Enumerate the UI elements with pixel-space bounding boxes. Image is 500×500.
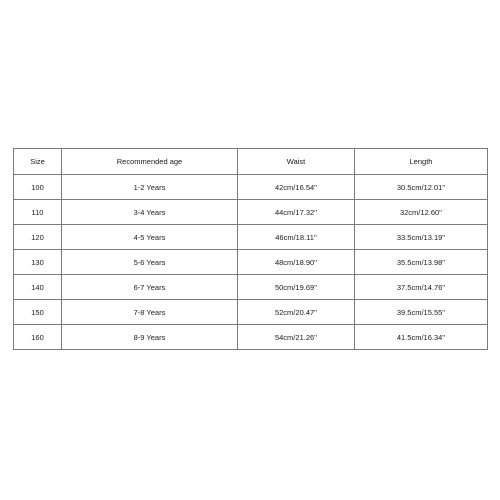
header-size: Size bbox=[14, 149, 62, 175]
table-row bbox=[14, 325, 488, 350]
size-chart-table bbox=[13, 148, 488, 350]
cell-length: 37.5cm/14.76'' bbox=[355, 275, 488, 300]
table-row bbox=[14, 300, 488, 325]
cell-waist: 52cm/20.47'' bbox=[238, 300, 355, 325]
cell-length: 33.5cm/13.19'' bbox=[355, 225, 488, 250]
cell-recommended-age: 7-8 Years bbox=[62, 300, 238, 325]
cell-recommended-age: 8-9 Years bbox=[62, 325, 238, 350]
cell-size: 130 bbox=[14, 250, 62, 275]
cell-size: 110 bbox=[14, 200, 62, 225]
table-header-row bbox=[14, 149, 488, 175]
header-waist: Waist bbox=[238, 149, 355, 175]
cell-recommended-age: 5-6 Years bbox=[62, 250, 238, 275]
header-recommended-age: Recommended age bbox=[62, 149, 238, 175]
cell-length: 39.5cm/15.55'' bbox=[355, 300, 488, 325]
cell-length: 41.5cm/16.34'' bbox=[355, 325, 488, 350]
cell-size: 140 bbox=[14, 275, 62, 300]
cell-recommended-age: 6-7 Years bbox=[62, 275, 238, 300]
cell-size: 160 bbox=[14, 325, 62, 350]
cell-recommended-age: 1-2 Years bbox=[62, 175, 238, 200]
cell-waist: 46cm/18.11'' bbox=[238, 225, 355, 250]
cell-size: 100 bbox=[14, 175, 62, 200]
cell-waist: 42cm/16.54'' bbox=[238, 175, 355, 200]
table-row bbox=[14, 175, 488, 200]
cell-length: 35.5cm/13.98'' bbox=[355, 250, 488, 275]
cell-waist: 44cm/17.32'' bbox=[238, 200, 355, 225]
table-row bbox=[14, 275, 488, 300]
table-row bbox=[14, 225, 488, 250]
table-row bbox=[14, 200, 488, 225]
table-row bbox=[14, 250, 488, 275]
cell-size: 150 bbox=[14, 300, 62, 325]
cell-size: 120 bbox=[14, 225, 62, 250]
cell-length: 32cm/12.60'' bbox=[355, 200, 488, 225]
cell-length: 30.5cm/12.01'' bbox=[355, 175, 488, 200]
cell-recommended-age: 4-5 Years bbox=[62, 225, 238, 250]
cell-waist: 48cm/18.90'' bbox=[238, 250, 355, 275]
header-length: Length bbox=[355, 149, 488, 175]
cell-waist: 50cm/19.69'' bbox=[238, 275, 355, 300]
cell-waist: 54cm/21.26'' bbox=[238, 325, 355, 350]
cell-recommended-age: 3-4 Years bbox=[62, 200, 238, 225]
